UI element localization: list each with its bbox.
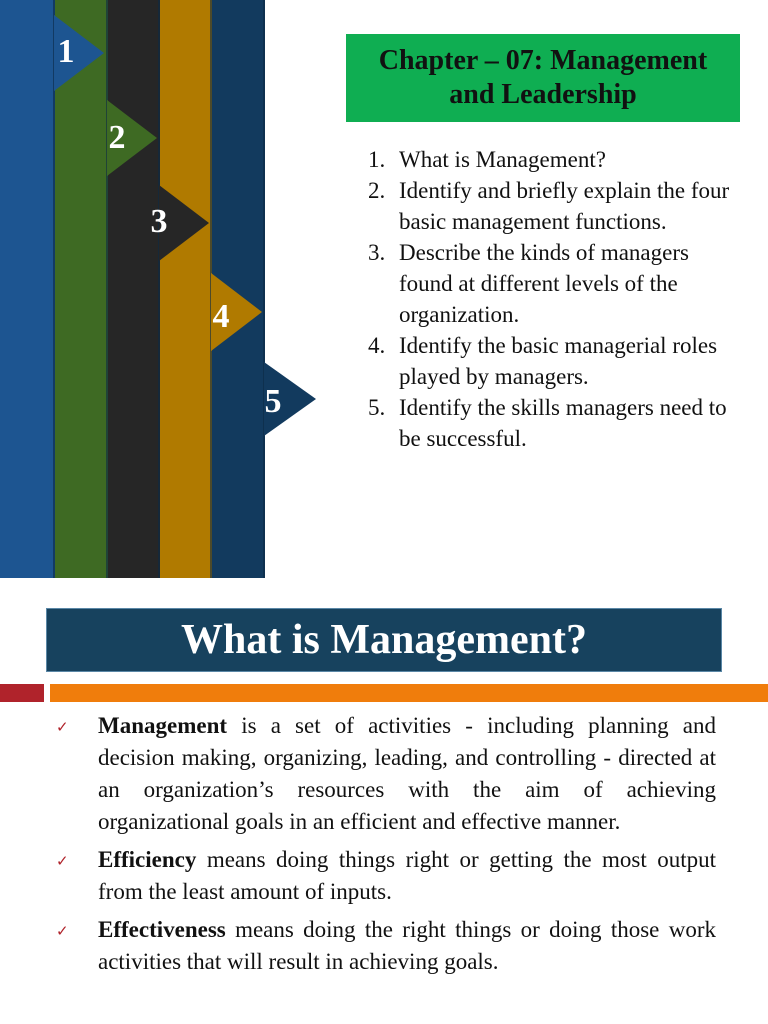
stripe-number-1: 1 xyxy=(57,33,75,70)
list-item xyxy=(56,914,716,978)
item-text: Identify the basic managerial roles played by managers. xyxy=(399,333,718,389)
list-item xyxy=(56,710,716,838)
accent-bar-red xyxy=(0,684,44,702)
check-mark-icon: ✓ xyxy=(56,922,69,940)
check-mark-icon: ✓ xyxy=(56,852,69,870)
stripe-number-2: 2 xyxy=(108,119,126,156)
item-number: 5. xyxy=(368,395,386,420)
slide-heading: What is Management? xyxy=(46,608,722,672)
item-text: Describe the kinds of managers found at different levels of the organization. xyxy=(399,240,689,327)
what-is-management-slide xyxy=(0,578,768,1024)
chapter-title: Chapter – 07: Management and Leadership xyxy=(346,34,740,122)
stripe-number-3: 3 xyxy=(150,203,168,240)
stripe-1-band xyxy=(0,0,55,578)
item-text: Identify the skills managers need to be successful. xyxy=(399,395,727,451)
check-mark-icon: ✓ xyxy=(56,718,69,736)
stripe-number-4: 4 xyxy=(212,298,230,335)
item-text: What is Management? xyxy=(399,147,606,172)
numbered-stripes-graphic xyxy=(0,0,320,578)
item-number: 1. xyxy=(368,147,386,172)
item-number: 3. xyxy=(368,240,386,265)
accent-bar-orange xyxy=(50,684,768,702)
term-management: Management xyxy=(98,713,228,738)
definition-text xyxy=(98,710,716,838)
list-item xyxy=(368,175,748,237)
definition-text xyxy=(98,914,716,978)
stripe-4-band xyxy=(159,0,212,578)
list-item xyxy=(368,392,748,454)
objectives-list xyxy=(368,144,748,454)
list-item xyxy=(368,237,748,330)
term-efficiency: Efficiency xyxy=(98,847,197,872)
definition-body: means doing things right or getting the most output from the least amount of inputs. xyxy=(98,847,716,904)
definition-body: is a set of activities - including planning and decision making, organizing, leading, and controlling - directed at an organization’s resources with the aim of achieving organizational goals in an efficient and effective manner. xyxy=(98,713,716,834)
list-item xyxy=(368,330,748,392)
stripe-3-band xyxy=(107,0,160,578)
item-text: Identify and briefly explain the four basic management functions. xyxy=(399,178,730,234)
term-effectiveness: Effectiveness xyxy=(98,917,226,942)
list-item xyxy=(368,144,748,175)
definition-text xyxy=(98,844,716,908)
item-number: 4. xyxy=(368,333,386,358)
stripe-number-5: 5 xyxy=(264,383,282,420)
definition-body: means doing the right things or doing those work activities that will result in achieving goals. xyxy=(98,917,716,974)
definitions-list xyxy=(56,710,716,984)
stripe-2-band xyxy=(54,0,108,578)
list-item xyxy=(56,844,716,908)
item-number: 2. xyxy=(368,178,386,203)
